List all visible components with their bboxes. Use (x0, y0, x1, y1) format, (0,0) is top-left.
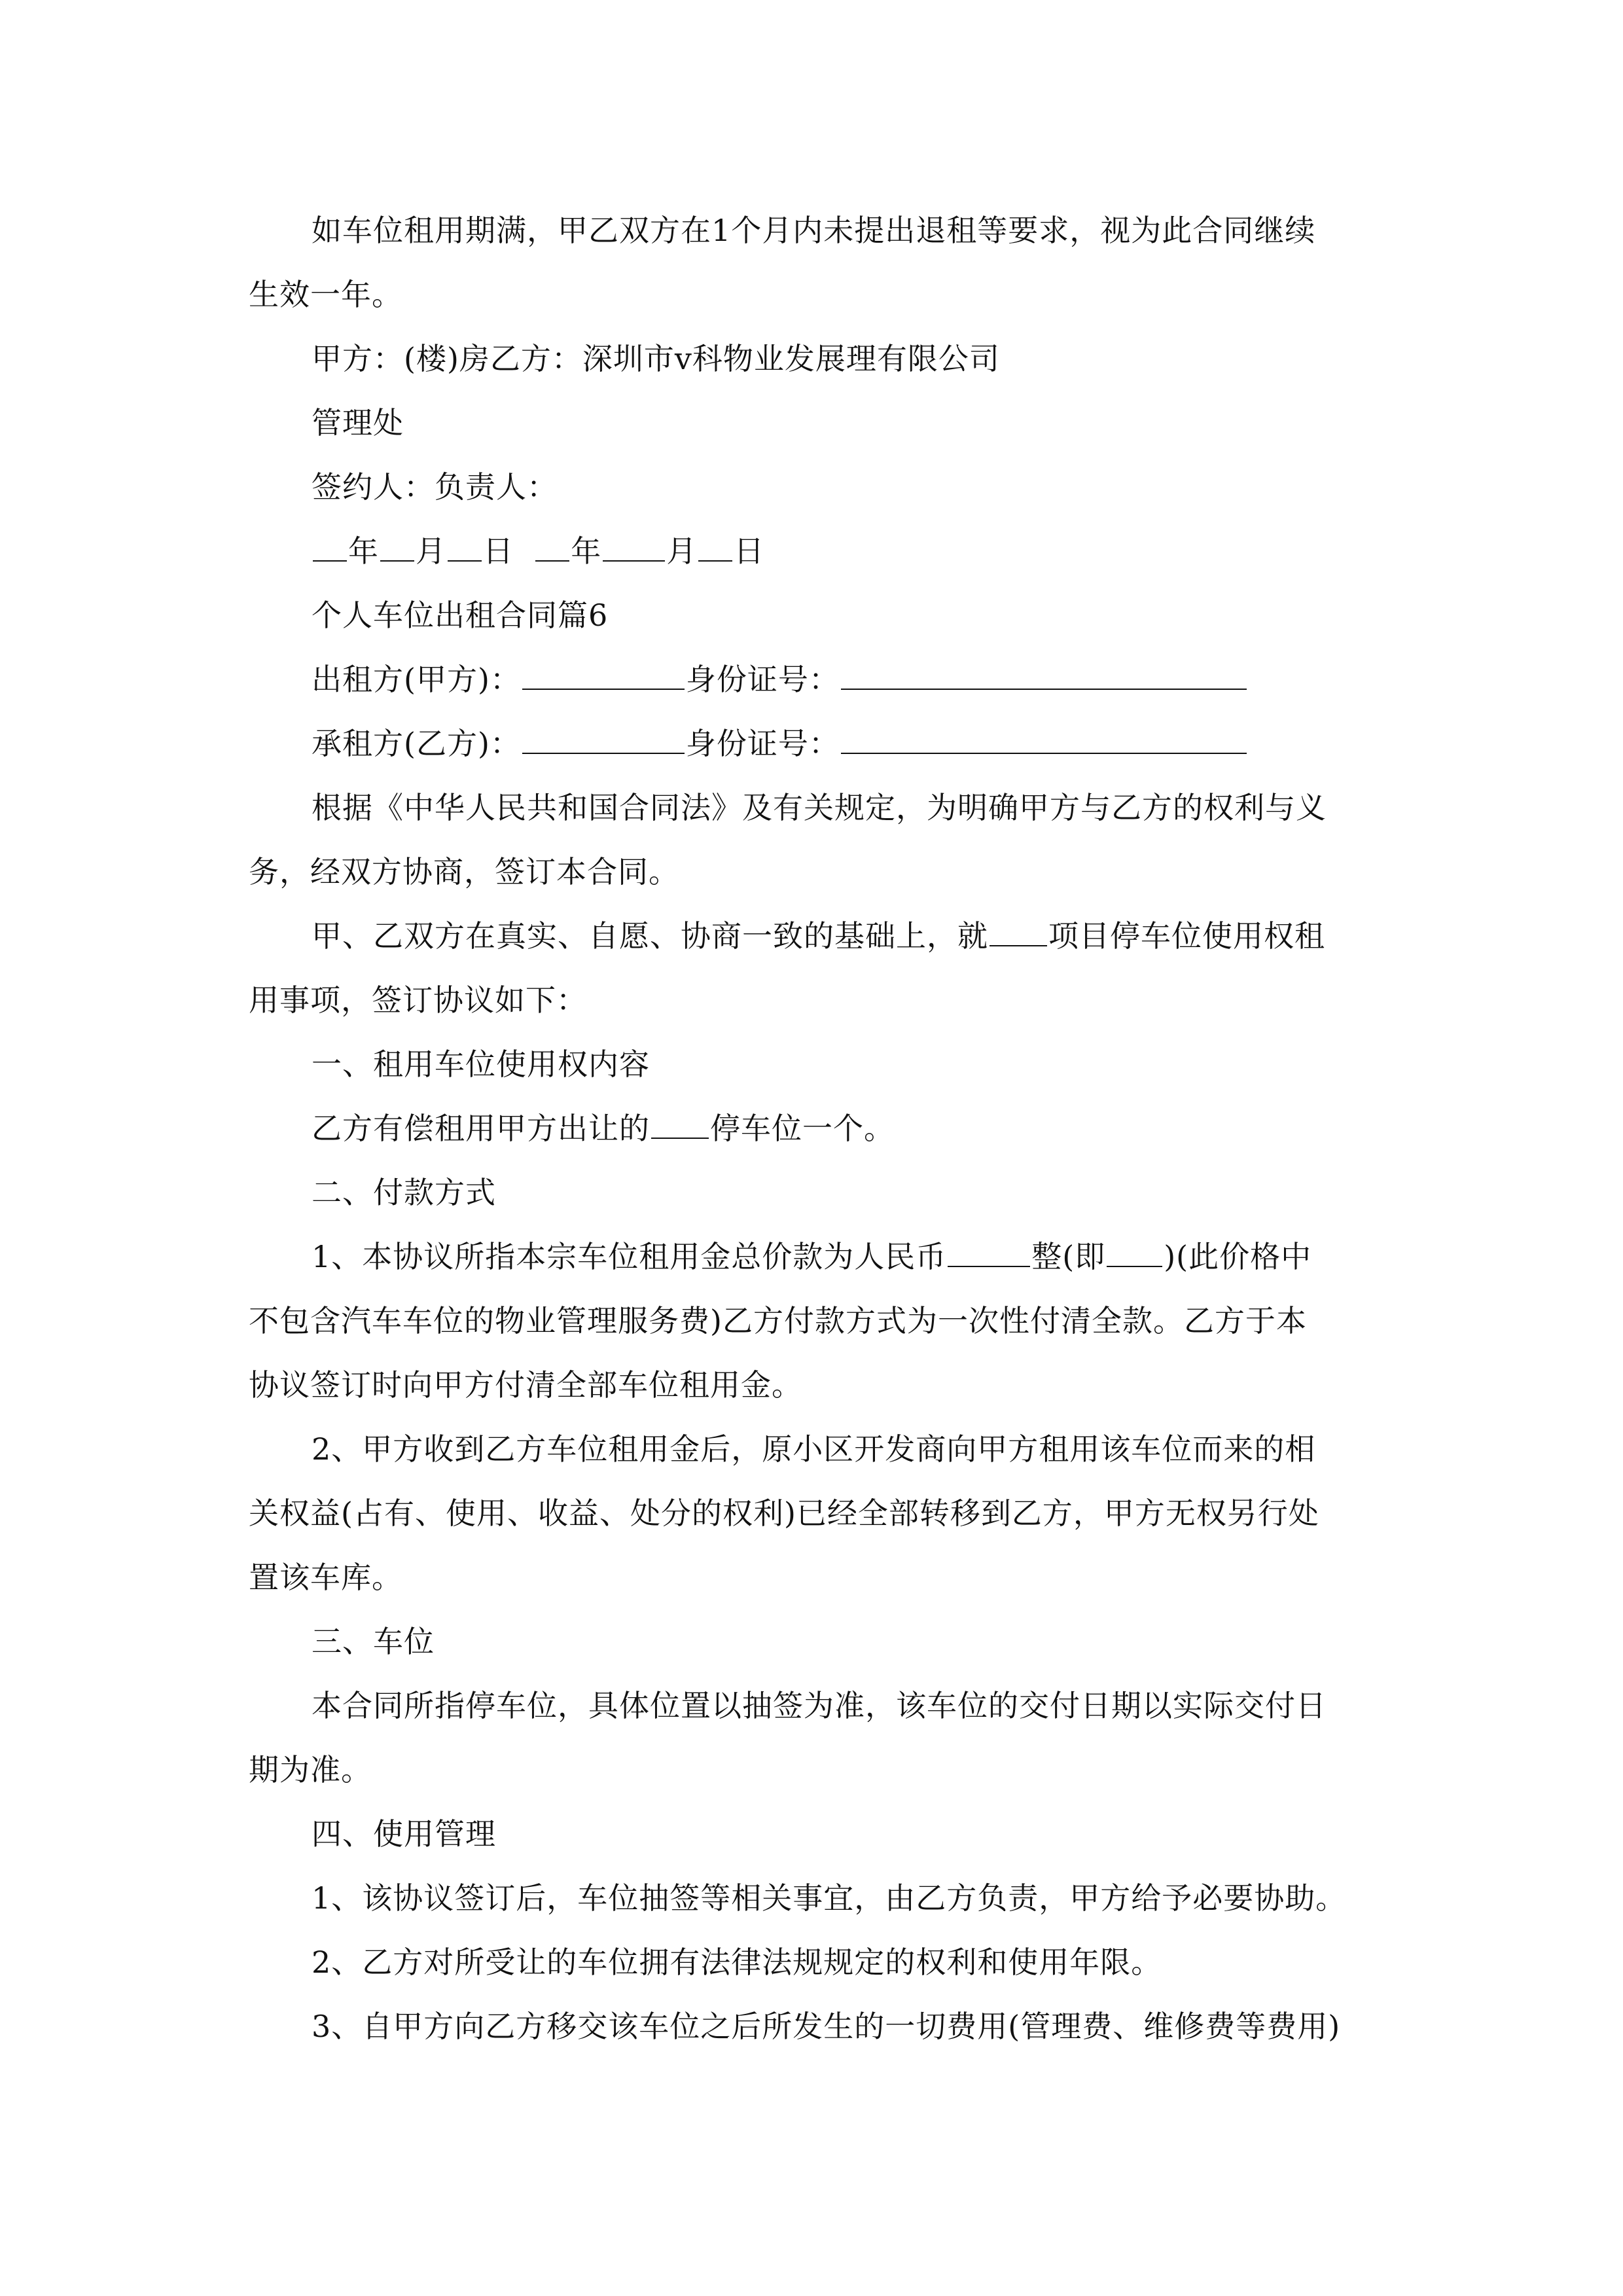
payment-part-3: )(此价格中 (1164, 1239, 1312, 1274)
section-3-heading: 三、车位 (312, 1624, 435, 1659)
day-label-1: 日 (483, 533, 514, 569)
parking-location-line-1: 本合同所指停车位，具体位置以抽签为准，该车位的交付日期以实际交付日 (312, 1688, 1327, 1723)
space-before: 乙方有偿租用甲方出让的 (312, 1111, 650, 1146)
rights-transfer-line-2: 关权益(占有、使用、收益、处分的权利)已经全部转移到乙方，甲方无权另行处 (249, 1496, 1319, 1531)
year-blank-2 (535, 531, 569, 562)
month-label-2: 月 (666, 533, 698, 569)
signatory-line: 签约人：负责人： (312, 469, 558, 505)
day-blank-2 (698, 531, 732, 562)
contract-heading: 个人车位出租合同篇6 (312, 598, 609, 633)
agreement-intro-after: 项目停车位使用权租 (1048, 918, 1325, 954)
payment-clause-line-3: 协议签订时向甲方付清全部车位租用金。 (249, 1367, 802, 1403)
space-blank (651, 1109, 709, 1139)
day-label-2: 日 (734, 533, 765, 569)
day-blank-1 (448, 531, 482, 562)
payment-clause-line-1 (249, 1225, 1400, 1289)
space-after: 停车位一个。 (710, 1111, 895, 1146)
legal-basis-line-2: 务，经双方协商，签订本合同。 (249, 854, 679, 889)
management-item-1: 1、该协议签订后，车位抽签等相关事宜，由乙方负责，甲方给予必要协助。 (312, 1880, 1347, 1916)
lessor-id-label: 身份证号： (685, 662, 840, 697)
year-blank-1 (313, 531, 347, 562)
section-4-heading: 四、使用管理 (312, 1816, 496, 1852)
rights-transfer-line-1: 2、甲方收到乙方车位租用金后，原小区开发商向甲方租用该车位而来的相 (312, 1431, 1316, 1467)
month-label-1: 月 (416, 533, 446, 569)
rights-transfer-line-3: 置该车库。 (249, 1560, 402, 1595)
lessee-line (249, 711, 1400, 776)
legal-basis-line-1: 根据《中华人民共和国合同法》及有关规定，为明确甲方与乙方的权利与义 (312, 790, 1327, 825)
management-item-2: 2、乙方对所受让的车位拥有法律法规规定的权利和使用年限。 (312, 1945, 1162, 1980)
lessee-id-blank (841, 724, 1247, 754)
month-blank-1 (380, 531, 414, 562)
amount-figure-blank (1107, 1237, 1162, 1267)
year-label-1: 年 (348, 533, 379, 569)
agreement-intro-line-1 (249, 904, 1400, 968)
payment-clause-line-2: 不包含汽车车位的物业管理服务费)乙方付款方式为一次性付清全款。乙方于本 (249, 1303, 1307, 1338)
month-blank-2 (603, 531, 665, 562)
date-line (249, 519, 1400, 583)
lessor-name-blank (522, 660, 685, 690)
agreement-intro-before: 甲、乙双方在真实、自愿、协商一致的基础上，就 (312, 918, 988, 954)
lessee-name-blank (522, 724, 685, 754)
lessee-id-label: 身份证号： (685, 726, 840, 761)
section-1-heading: 一、租用车位使用权内容 (312, 1047, 650, 1082)
section-1-body (249, 1096, 1400, 1160)
lessor-id-blank (841, 660, 1247, 690)
agreement-intro-line-2: 用事项，签订协议如下： (249, 982, 587, 1018)
payment-part-1: 1、本协议所指本宗车位租用金总价款为人民币 (312, 1239, 947, 1274)
payment-part-2: 整(即 (1031, 1239, 1106, 1274)
management-office-line: 管理处 (312, 405, 404, 440)
management-item-3: 3、自甲方向乙方移交该车位之后所发生的一切费用(管理费、维修费等费用) (312, 2009, 1341, 2044)
lessor-label: 出租方(甲方)： (312, 662, 521, 697)
renewal-clause-line-1: 如车位租用期满，甲乙双方在1个月内未提出退租等要求，视为此合同继续 (312, 213, 1316, 248)
lessor-line (249, 647, 1400, 711)
year-label-2: 年 (571, 533, 602, 569)
parking-location-line-2: 期为准。 (249, 1752, 372, 1787)
renewal-clause-line-2: 生效一年。 (249, 277, 402, 312)
lessee-label: 承租方(乙方)： (312, 726, 521, 761)
document-body (249, 198, 1400, 2058)
party-names-line: 甲方：(楼)房乙方：深圳市v科物业发展理有限公司 (312, 341, 1000, 376)
project-blank (990, 916, 1047, 946)
section-2-heading: 二、付款方式 (312, 1175, 496, 1210)
amount-blank (948, 1237, 1030, 1267)
